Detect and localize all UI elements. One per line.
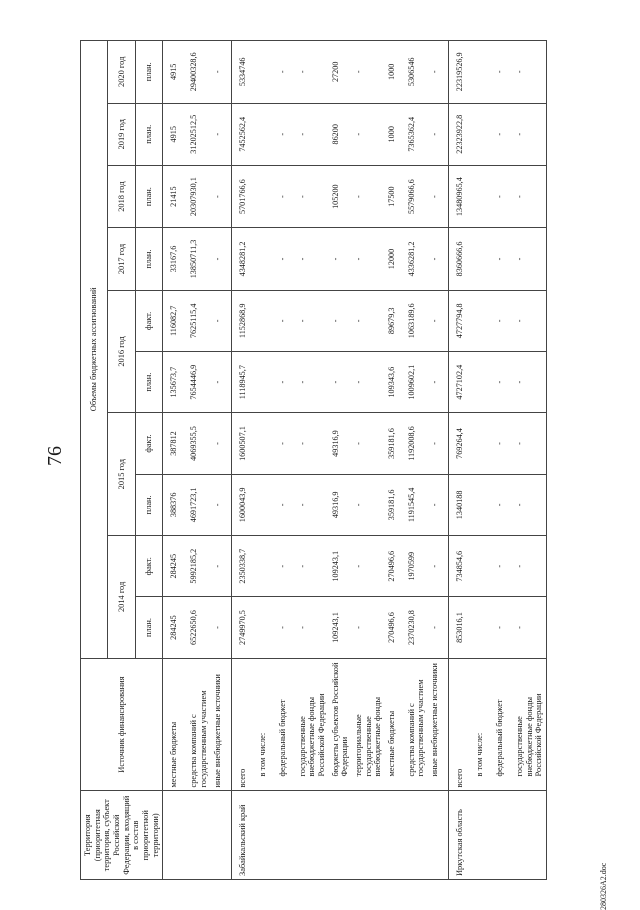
value-cell: - (493, 474, 513, 535)
value-cell: 1118945,7 (231, 352, 256, 413)
value-cell: - (493, 536, 513, 597)
territory-cell (296, 791, 329, 880)
value-cell: 853016,1 (449, 597, 474, 658)
source-cell: территориальные государственные внебюджетные фонды (352, 658, 385, 791)
source-cell: федеральный бюджет (276, 658, 296, 791)
value-cell: 5579066,6 (405, 165, 428, 227)
year-header-2014: 2014 год (108, 536, 135, 659)
value-cell: - (352, 103, 385, 165)
value-cell: 1000 (385, 103, 405, 165)
value-cell: 86200 (329, 103, 352, 165)
value-cell: - (352, 413, 385, 474)
value-cell (473, 165, 493, 227)
value-cell: - (211, 103, 232, 165)
territory-cell (187, 791, 210, 880)
value-cell: - (513, 103, 546, 165)
value-cell: 6522650,6 (187, 597, 210, 658)
value-cell: 1152868,9 (231, 290, 256, 351)
value-cell: 116082,7 (163, 290, 188, 351)
source-cell: средства компаний с государственным участием (187, 658, 210, 791)
value-cell: - (296, 352, 329, 413)
value-cell: 1970599 (405, 536, 428, 597)
table-row (329, 41, 352, 880)
value-cell: 1009602,1 (405, 352, 428, 413)
value-cell: - (352, 165, 385, 227)
value-cell: 22323922,8 (449, 103, 474, 165)
value-cell: - (513, 597, 546, 658)
value-cell: - (513, 413, 546, 474)
table-row (513, 41, 546, 880)
value-cell: 2749970,5 (231, 597, 256, 658)
source-cell: бюджеты субъектов Российской Федерации (329, 658, 352, 791)
value-cell: - (428, 228, 449, 290)
territory-cell: Иркутская область (449, 791, 474, 880)
table-row (428, 41, 449, 880)
value-cell: 5306546 (405, 41, 428, 104)
value-cell: 4727102,4 (449, 352, 474, 413)
table-row (405, 41, 428, 880)
value-cell: 33167,6 (163, 228, 188, 290)
value-cell (256, 41, 276, 104)
value-cell (473, 290, 493, 351)
fact-header: факт. (135, 413, 162, 474)
value-cell: - (352, 352, 385, 413)
value-cell: - (428, 474, 449, 535)
value-cell: 109243,1 (329, 597, 352, 658)
source-cell: местные бюджеты (385, 658, 405, 791)
footer-code: 280326А2.doc (599, 862, 608, 910)
territory-cell (256, 791, 276, 880)
value-cell: - (276, 474, 296, 535)
value-cell: 1192008,6 (405, 413, 428, 474)
value-cell: 4069355,5 (187, 413, 210, 474)
value-cell: 49316,9 (329, 474, 352, 535)
value-cell: 5334746 (231, 41, 256, 104)
table-body (163, 41, 547, 880)
value-cell: - (276, 290, 296, 351)
value-cell: - (428, 352, 449, 413)
value-cell: 7365362,4 (405, 103, 428, 165)
value-cell (256, 536, 276, 597)
value-cell: 109343,6 (385, 352, 405, 413)
value-cell (473, 597, 493, 658)
source-cell: государственные внебюджетные фонды Российской Федерации (296, 658, 329, 791)
value-cell: 1600043,9 (231, 474, 256, 535)
value-cell: 8360666,6 (449, 228, 474, 290)
value-cell: - (211, 228, 232, 290)
value-cell: 284245 (163, 597, 188, 658)
value-cell: - (296, 103, 329, 165)
plan-header: план. (135, 597, 162, 658)
value-cell: - (513, 290, 546, 351)
value-cell: 13480965,4 (449, 165, 474, 227)
table-row (473, 41, 493, 880)
value-cell: - (276, 41, 296, 104)
value-cell: - (211, 536, 232, 597)
value-cell: - (428, 536, 449, 597)
value-cell: - (296, 41, 329, 104)
value-cell: 4348281,2 (231, 228, 256, 290)
value-cell: - (211, 474, 232, 535)
value-cell: - (276, 228, 296, 290)
value-cell (256, 597, 276, 658)
value-cell: - (428, 597, 449, 658)
year-header-2019: 2019 год (108, 103, 135, 165)
value-cell: - (329, 228, 352, 290)
value-cell (473, 228, 493, 290)
table-row (385, 41, 405, 880)
value-cell: - (493, 103, 513, 165)
territory-cell (405, 791, 428, 880)
value-cell: 5992185,2 (187, 536, 210, 597)
territory-cell (428, 791, 449, 880)
page-number: 76 (44, 446, 66, 466)
value-cell (256, 413, 276, 474)
fact-header: факт. (135, 290, 162, 351)
value-cell: - (493, 352, 513, 413)
plan-header: план. (135, 228, 162, 290)
value-cell: 359181,6 (385, 474, 405, 535)
value-cell: 1000 (385, 41, 405, 104)
value-cell: - (296, 536, 329, 597)
year-header-2018: 2018 год (108, 165, 135, 227)
value-cell: 7452562,4 (231, 103, 256, 165)
value-cell: 27200 (329, 41, 352, 104)
value-cell: - (493, 597, 513, 658)
value-cell: 4727794,8 (449, 290, 474, 351)
value-cell: 89679,3 (385, 290, 405, 351)
value-cell: - (296, 290, 329, 351)
value-cell: 20307930,1 (187, 165, 210, 227)
value-cell: - (493, 413, 513, 474)
value-cell: - (329, 352, 352, 413)
table-row (256, 41, 276, 880)
value-cell: - (211, 352, 232, 413)
source-header: Источник финансирования (81, 658, 163, 791)
value-cell (473, 474, 493, 535)
value-cell: - (276, 597, 296, 658)
value-cell: - (276, 352, 296, 413)
value-cell: 22319526,9 (449, 41, 474, 104)
source-cell: местные бюджеты (163, 658, 188, 791)
value-cell: - (428, 41, 449, 104)
territory-cell: Забайкальский край (231, 791, 256, 880)
value-cell: 5701766,6 (231, 165, 256, 227)
value-cell: - (296, 597, 329, 658)
table-row (231, 41, 256, 880)
value-cell: - (513, 536, 546, 597)
value-cell: - (352, 228, 385, 290)
value-cell: - (352, 290, 385, 351)
value-cell (473, 41, 493, 104)
value-cell (473, 103, 493, 165)
value-cell: - (513, 41, 546, 104)
plan-header: план. (135, 103, 162, 165)
value-cell: - (352, 474, 385, 535)
value-cell: - (352, 597, 385, 658)
source-cell: всего (449, 658, 474, 791)
budget-table (80, 40, 547, 880)
value-cell: - (428, 290, 449, 351)
territory-cell (385, 791, 405, 880)
value-cell: - (296, 413, 329, 474)
value-cell: 31202512,5 (187, 103, 210, 165)
value-cell: - (276, 413, 296, 474)
territory-cell (493, 791, 513, 880)
value-cell: 17500 (385, 165, 405, 227)
value-cell: - (493, 165, 513, 227)
value-cell: - (276, 165, 296, 227)
table-row (163, 41, 188, 880)
source-cell: государственные внебюджетные фонды Российской Федерации (513, 658, 546, 791)
value-cell (473, 536, 493, 597)
value-cell: - (513, 352, 546, 413)
value-cell (256, 474, 276, 535)
table-row (296, 41, 329, 880)
territory-cell (211, 791, 232, 880)
source-cell: в том числе: (256, 658, 276, 791)
value-cell: 769264,4 (449, 413, 474, 474)
source-cell: в том числе: (473, 658, 493, 791)
value-cell: - (211, 41, 232, 104)
value-cell: 387812 (163, 413, 188, 474)
value-cell: - (211, 413, 232, 474)
value-cell: 359181,6 (385, 413, 405, 474)
value-cell: - (211, 597, 232, 658)
value-cell: - (513, 165, 546, 227)
territory-cell (276, 791, 296, 880)
value-cell: 29400328,6 (187, 41, 210, 104)
value-cell (256, 352, 276, 413)
value-cell: 270496,6 (385, 597, 405, 658)
territory-cell (329, 791, 352, 880)
table-row (276, 41, 296, 880)
value-cell: - (428, 103, 449, 165)
value-cell: 135673,7 (163, 352, 188, 413)
value-cell: - (296, 228, 329, 290)
value-cell: 4915 (163, 103, 188, 165)
value-cell: - (513, 228, 546, 290)
territory-cell (163, 791, 188, 880)
value-cell: - (211, 165, 232, 227)
plan-header: план. (135, 474, 162, 535)
value-cell: - (428, 165, 449, 227)
territory-cell (513, 791, 546, 880)
value-cell: - (329, 290, 352, 351)
value-cell: 270496,6 (385, 536, 405, 597)
year-header-2020: 2020 год (108, 41, 135, 104)
table-row (352, 41, 385, 880)
year-header-2017: 2017 год (108, 228, 135, 290)
territory-cell (352, 791, 385, 880)
value-cell: 388376 (163, 474, 188, 535)
volume-header: Объемы бюджетных ассигнований (81, 41, 108, 659)
source-cell: всего (231, 658, 256, 791)
source-cell: средства компаний с государственным участием (405, 658, 428, 791)
value-cell: - (352, 536, 385, 597)
value-cell: - (276, 536, 296, 597)
territory-header: Территория (приоритетная территория, субъект Российской Федерации, входящий в состав приоритетной территории) (81, 791, 163, 880)
territory-cell (473, 791, 493, 880)
source-cell: федеральный бюджет (493, 658, 513, 791)
value-cell (256, 290, 276, 351)
plan-header: план. (135, 41, 162, 104)
value-cell: 2350338,7 (231, 536, 256, 597)
year-header-2016: 2016 год (108, 290, 135, 413)
value-cell: - (352, 41, 385, 104)
value-cell: - (493, 228, 513, 290)
value-cell: 7625115,4 (187, 290, 210, 351)
value-cell: - (493, 41, 513, 104)
table-row (211, 41, 232, 880)
value-cell: 13850711,3 (187, 228, 210, 290)
value-cell: - (513, 474, 546, 535)
value-cell: 1191545,4 (405, 474, 428, 535)
value-cell: 7654446,9 (187, 352, 210, 413)
source-cell: иные внебюджетные источники (428, 658, 449, 791)
year-header-2015: 2015 год (108, 413, 135, 536)
value-cell: 4915 (163, 41, 188, 104)
value-cell: 109243,1 (329, 536, 352, 597)
value-cell: - (296, 474, 329, 535)
fact-header: факт. (135, 536, 162, 597)
value-cell: - (276, 103, 296, 165)
value-cell: 1600507,1 (231, 413, 256, 474)
value-cell: - (211, 290, 232, 351)
value-cell: 105200 (329, 165, 352, 227)
table-row (187, 41, 210, 880)
plan-header: план. (135, 352, 162, 413)
value-cell (473, 352, 493, 413)
value-cell: 4691723,1 (187, 474, 210, 535)
value-cell (256, 165, 276, 227)
value-cell (256, 103, 276, 165)
value-cell: 49316,9 (329, 413, 352, 474)
value-cell (473, 413, 493, 474)
value-cell: 734854,6 (449, 536, 474, 597)
value-cell: 4336281,2 (405, 228, 428, 290)
table-row (493, 41, 513, 880)
value-cell: 1340188 (449, 474, 474, 535)
plan-header: план. (135, 165, 162, 227)
value-cell: 1063189,6 (405, 290, 428, 351)
value-cell: - (428, 413, 449, 474)
value-cell: 284245 (163, 536, 188, 597)
source-cell: иные внебюджетные источники (211, 658, 232, 791)
value-cell: 12000 (385, 228, 405, 290)
value-cell: - (493, 290, 513, 351)
value-cell (256, 228, 276, 290)
value-cell: 21415 (163, 165, 188, 227)
value-cell: 2370230,8 (405, 597, 428, 658)
value-cell: - (296, 165, 329, 227)
rotated-content (44, 32, 610, 910)
table-row (449, 41, 474, 880)
